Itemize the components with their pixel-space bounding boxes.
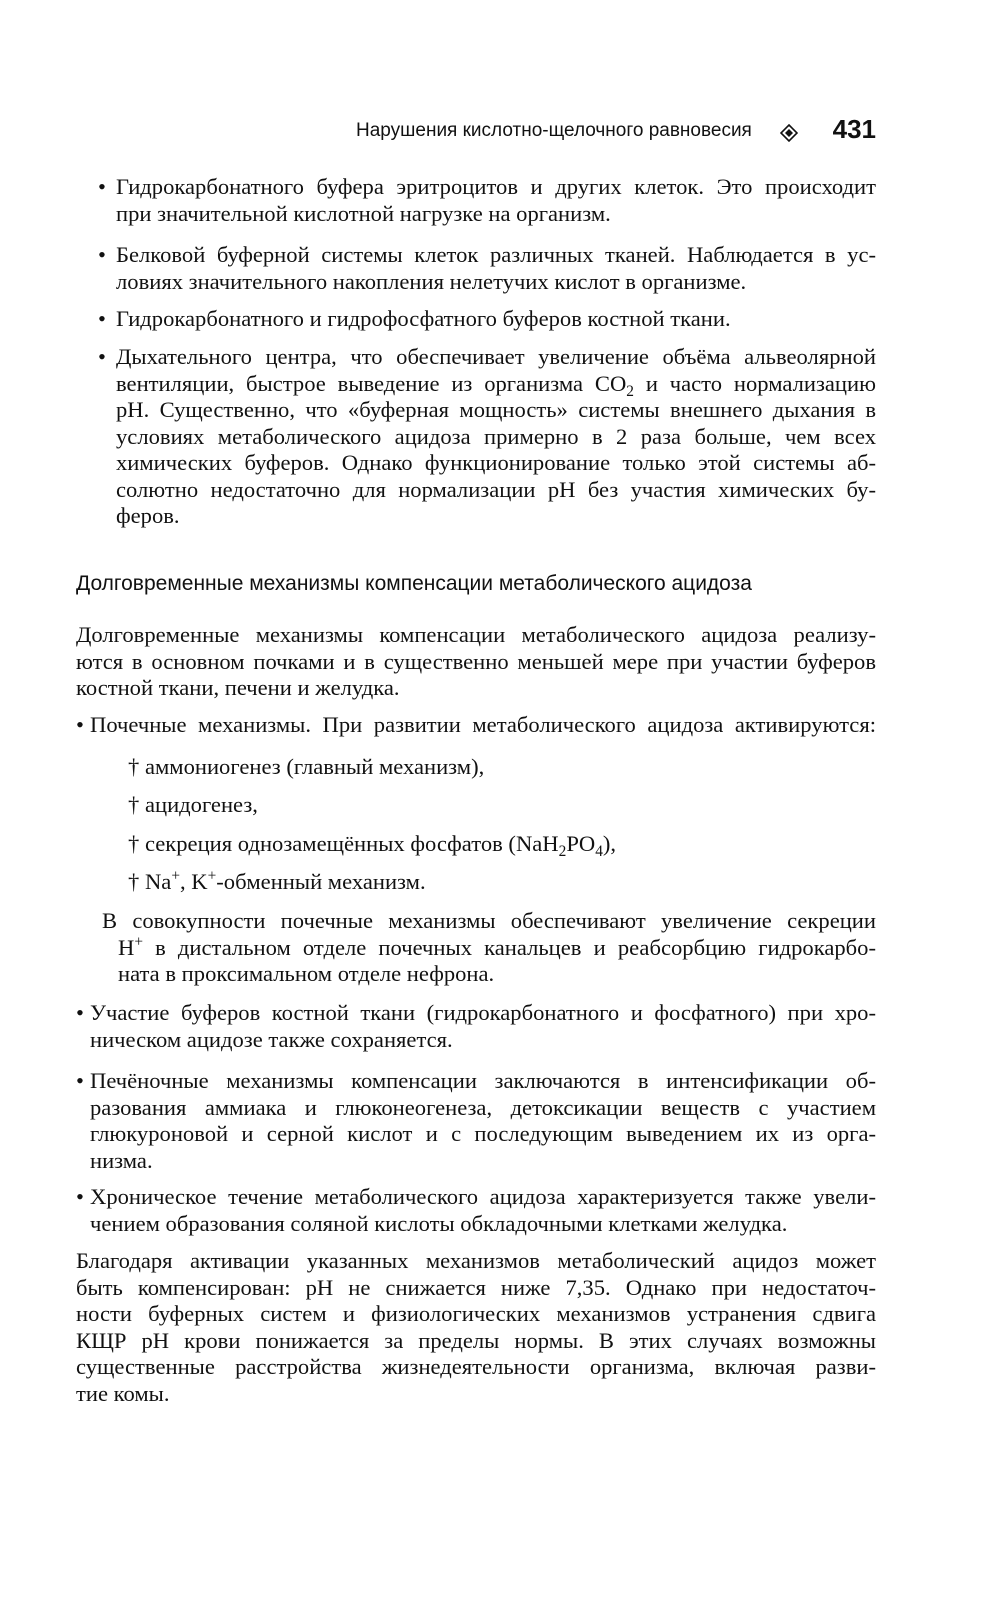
section-heading: Долговременные механизмы компенсации метаболического ацидоза (76, 572, 752, 595)
renal-lead: Почечные механизмы. При развитии метаболического ацидоза активируются: (90, 712, 876, 737)
bullet-marker: • (76, 1068, 84, 1093)
page-number: 431 (832, 114, 876, 144)
bullet-marker: • (98, 306, 106, 331)
dagger-item: † ацидогенез, (128, 792, 258, 817)
running-head (356, 114, 876, 146)
bullet-marker: • (76, 1184, 84, 1209)
bullet-marker: • (98, 344, 106, 369)
bullet-marker: • (98, 242, 106, 267)
dagger-item: † аммониогенез (главный механизм), (128, 754, 485, 779)
running-title: Нарушения кислотно-щелочного равновесия (356, 120, 752, 141)
dagger-mark: † (128, 831, 140, 856)
final-paragraph: Благодаря активации указанных механизмов метаболический ацидоз может быть компенсирован: pH не снижается ниже 7,35. Однако при недостаточ- ности буферных систем и физиологических механизмов устранения сдвига КЩР pH крови понижается за пределы нормы. В этих случаях возможны существенные расстройства жизнедеятельности организма, включая разви- тие комы. (76, 1248, 876, 1406)
dagger-item: † секреция однозамещённых фосфатов $(NaH_2PO_4)$, (128, 831, 617, 860)
respiratory-line-co2: вентиляции, быстрое выведение из организма $CO_2$ и часто нормализацию (116, 370, 876, 400)
bullet-stomach: Хроническое течение метаболического ацидоза характеризуется также увели- чением образования соляной кислоты обкладочными клетками желудка. (90, 1184, 876, 1236)
dagger-item: † Na+, K+-обменный механизм. (128, 867, 426, 894)
bullet-marker: • (98, 174, 106, 199)
bullet-liver: Печёночные механизмы компенсации заключаются в интенсификации об- разования аммиака и глюконеогенеза, детоксикации веществ с участием глюкуроновой и серной кислот и с последующим выведением их из орга- низма. (90, 1068, 876, 1173)
dagger-mark: † (128, 869, 140, 894)
bullet-bone-tissue: Участие буферов костной ткани (гидрокарбонатного и фосфатного) при хро- ническом ацидозе также сохраняется. (90, 1000, 876, 1052)
summary-line-h: H+ в дистальном отделе почечных канальцев и реабсорбцию гидрокарбо- (118, 933, 876, 960)
bullet-bone-buffer: Гидрокарбонатного и гидрофосфатного буферов костной ткани. (116, 306, 731, 331)
diamond-icon (780, 124, 798, 142)
bullet-respiratory-center: Дыхательного центра, что обеспечивает увеличение объёма альвеолярной вентиляции, быстрое выведение из организма $CO_2$ и часто нормализацию pH. Существенно, что «буферная мощность» системы внешнего дыхания в условиях метаболического ацидоза примерно в 2 раза больше, чем всех химических буферов. Однако функционирование только этой системы аб- солютно недостаточно для нормализации pH без участия химических бу- феров. (116, 344, 876, 528)
bullet-erythrocyte-buffer: Гидрокарбонатного буфера эритроцитов и других клеток. Это происходит при значительной кислотной нагрузке на организм. (116, 174, 876, 226)
dagger-mark: † (128, 754, 140, 779)
bullet-marker: • (76, 1000, 84, 1025)
bullet-marker: • (76, 712, 84, 737)
intro-paragraph: Долговременные механизмы компенсации метаболического ацидоза реализу- ются в основном почками и в существенно меньшей мере при участии буферов костной ткани, печени и желудка. (76, 622, 876, 700)
renal-summary: В совокупности почечные механизмы обеспечивают увеличение секреции H+ в дистальном отделе почечных канальцев и реабсорбцию гидрокарбо- ната в проксимальном отделе нефрона. (102, 908, 876, 986)
bullet-protein-buffer: Белковой буферной системы клеток различных тканей. Наблюдается в ус- ловиях значительного накопления нелетучих кислот в организме. (116, 242, 876, 294)
dagger-mark: † (128, 792, 140, 817)
